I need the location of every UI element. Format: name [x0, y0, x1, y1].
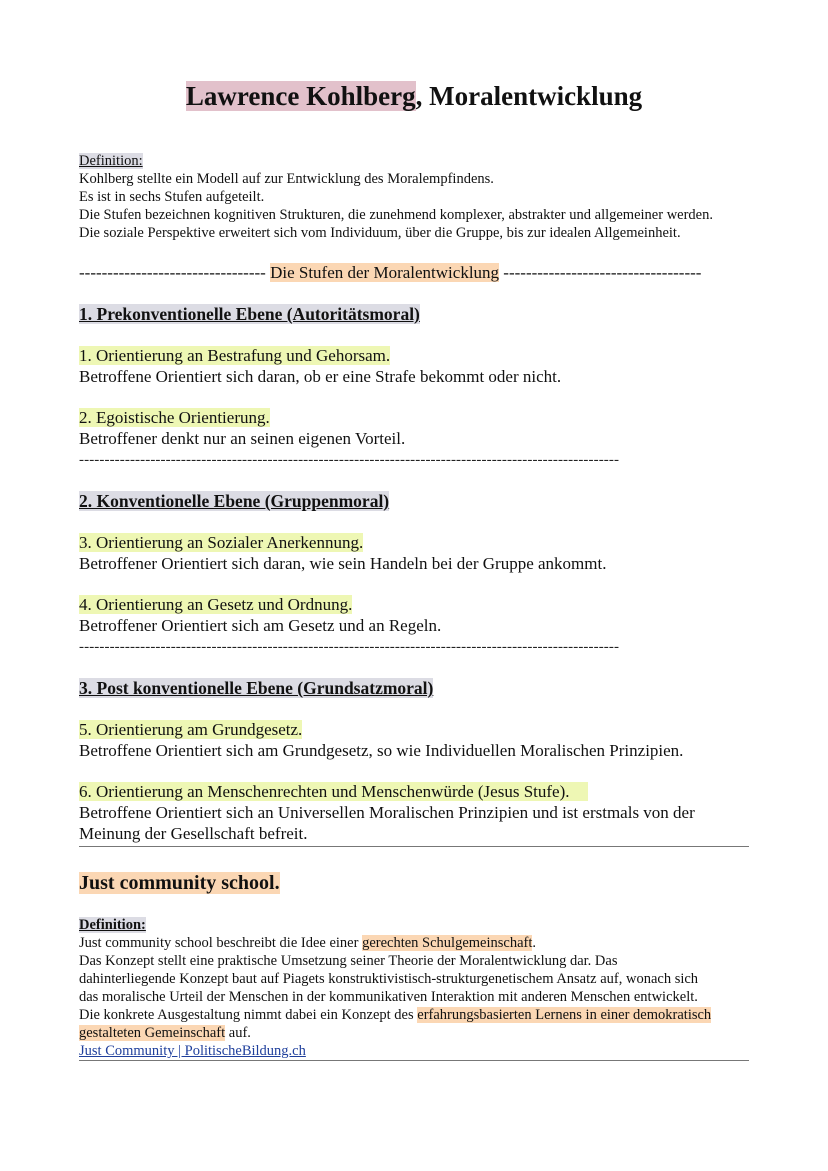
stage-description: Betroffene Orientiert sich an Universellen Moralischen Prinzipien und ist erstmals von der — [79, 803, 695, 822]
stage-title: 3. Orientierung an Sozialer Anerkennung. — [79, 533, 364, 552]
stage-description: Betroffener denkt nur an seinen eigenen Vorteil. — [79, 429, 406, 448]
stages-header-label: Die Stufen der Moralentwicklung — [270, 263, 500, 282]
level-heading: 2. Konventionelle Ebene (Gruppenmoral) — [79, 491, 390, 511]
jcs-line: Just community school beschreibt die Idee einer gerechten Schulgemeinschaft. — [79, 935, 537, 951]
stage-description: Betroffener Orientiert sich daran, wie sein Handeln bei der Gruppe ankommt. — [79, 554, 607, 573]
stage-title: 5. Orientierung am Grundgesetz. — [79, 720, 303, 739]
section-heading: Just community school. — [79, 872, 280, 894]
page-title — [0, 78, 828, 114]
divider — [79, 846, 749, 847]
separator-dashes: ---------------------------------------------------------------------------------------------------------- — [79, 452, 620, 468]
definition-line: Es ist in sechs Stufen aufgeteilt. — [79, 189, 265, 205]
jcs-line: gestalteten Gemeinschaft auf. — [79, 1025, 251, 1041]
jcs-line: das moralische Urteil der Menschen in der kommunikativen Interaktion mit anderen Menschen entwickelt. — [79, 989, 698, 1005]
stages-header: --------------------------------- Die Stufen der Moralentwicklung ----------------------------------- — [79, 263, 702, 282]
level-heading: 1. Prekonventionelle Ebene (Autoritätsmoral) — [79, 304, 420, 324]
definition-line: Kohlberg stellte ein Modell auf zur Entwicklung des Moralempfindens. — [79, 171, 494, 187]
definition-line: Die soziale Perspektive erweitert sich vom Individuum, über die Gruppe, bis zur idealen Allgemeinheit. — [79, 225, 681, 241]
divider — [79, 1060, 749, 1061]
stage-description: Betroffene Orientiert sich daran, ob er eine Strafe bekommt oder nicht. — [79, 367, 562, 386]
level-heading: 3. Post konventionelle Ebene (Grundsatzmoral) — [79, 678, 434, 698]
stage-description: Betroffene Orientiert sich am Grundgesetz, so wie Individuellen Moralischen Prinzipien. — [79, 741, 684, 760]
jcs-definition-label: Definition: — [79, 917, 146, 933]
stage-title: 2. Egoistische Orientierung. — [79, 408, 270, 427]
stage-title: 6. Orientierung an Menschenrechten und Menschenwürde (Jesus Stufe). — [79, 781, 588, 803]
stage-title: 4. Orientierung an Gesetz und Ordnung. — [79, 595, 353, 614]
stage-title: 1. Orientierung an Bestrafung und Gehorsam. — [79, 346, 391, 365]
definition-label: Definition: — [79, 153, 143, 169]
stage-description: Meinung der Gesellschaft befreit. — [79, 824, 308, 843]
jcs-line: Das Konzept stellt eine praktische Umsetzung seiner Theorie der Moralentwicklung dar. Das — [79, 953, 618, 969]
stage-description: Betroffener Orientiert sich am Gesetz und an Regeln. — [79, 616, 442, 635]
separator-dashes: ---------------------------------------------------------------------------------------------------------- — [79, 639, 620, 655]
jcs-line: dahinterliegende Konzept baut auf Piagets konstruktivistisch-strukturgenetischem Ansatz auf, wonach sich — [79, 971, 699, 987]
definition-line: Die Stufen bezeichnen kognitiven Strukturen, die zunehmend komplexer, abstrakter und allgemeiner werden. — [79, 207, 713, 223]
title-rest: , Moralentwicklung — [415, 81, 643, 111]
title-name: Lawrence Kohlberg — [185, 81, 416, 111]
jcs-line: Die konkrete Ausgestaltung nimmt dabei ein Konzept des erfahrungsbasierten Lernens in einer demokratisch — [79, 1007, 712, 1023]
politische-bildung-link[interactable]: Just Community | PolitischeBildung.ch — [79, 1043, 306, 1059]
